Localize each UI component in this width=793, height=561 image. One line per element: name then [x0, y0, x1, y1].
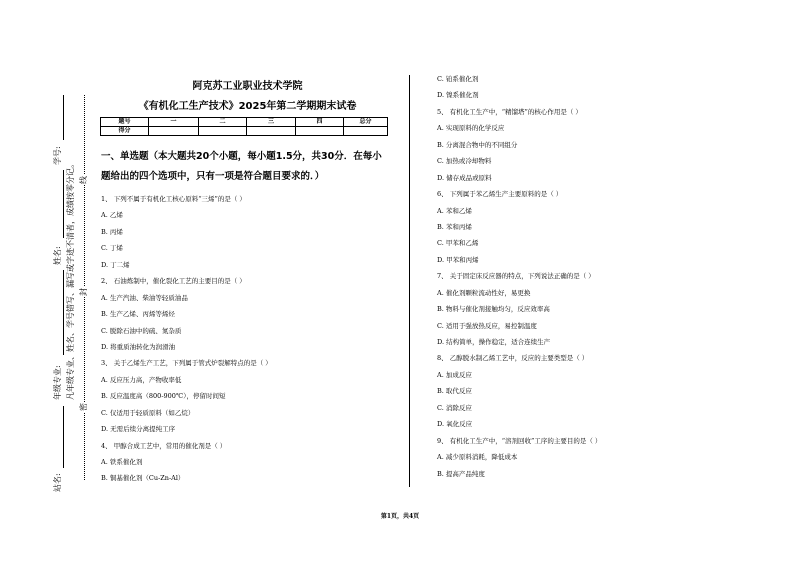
question-stem: 8、 乙醇脱水制乙烯工艺中，反应的主要类型是（ ）: [437, 354, 589, 363]
answer-option: B. 生产乙烯、丙烯等烯烃: [101, 310, 175, 319]
left-question-column: [101, 191, 272, 487]
answer-option: B. 铜基催化剂（Cu-Zn-Al）: [101, 474, 185, 483]
answer-option: D. 镍系催化剂: [437, 91, 479, 100]
answer-option: C. 消除反应: [437, 403, 472, 412]
answer-option: A. 实现原料的化学反应: [437, 124, 505, 133]
answer-option: D. 丁二烯: [101, 260, 130, 269]
answer-option: D. 氧化反应: [437, 420, 473, 429]
score-table-header: [101, 118, 388, 127]
right-question-column: [437, 71, 601, 482]
score-table-row: [101, 127, 388, 136]
field-line-name: [63, 170, 64, 238]
score-cell: [247, 127, 296, 136]
binding-notice: 凡年级专业、姓名、学号错写、漏写或字迹不清者，成绩按零分记。: [66, 160, 75, 400]
field-label-name: 姓名:: [53, 246, 62, 265]
answer-option: A. 催化剂颗粒流动性好，易更换: [437, 288, 531, 297]
question-stem: 5、 有机化工生产中，“精馏塔”的核心作用是（ ）: [437, 107, 582, 116]
answer-option: A. 减少原料消耗，降低成本: [437, 453, 518, 462]
seal-char: 密: [79, 403, 88, 411]
column-divider: [409, 75, 410, 487]
answer-option: B. 丙烯: [101, 227, 123, 236]
score-cell: [344, 127, 388, 136]
school-name: 阿克苏工业职业技术学院: [192, 81, 303, 92]
score-table: [100, 117, 388, 136]
answer-option: A. 加成反应: [437, 370, 472, 379]
answer-option: D. 将重质油转化为润滑油: [101, 342, 176, 351]
question-stem: 6、 下列属于苯乙烯生产主要原料的是（ ）: [437, 190, 563, 199]
answer-option: C. 脱除石油中的硫、氮杂质: [101, 326, 182, 335]
score-cell: [149, 127, 199, 136]
question-stem: 7、 关于固定床反应器的特点，下列说法正确的是（ ）: [437, 272, 595, 281]
answer-option: A. 反应压力高，产物收率低: [101, 375, 182, 384]
question-stem: 1、 下列不属于有机化工核心原料“三烯”的是（ ）: [101, 195, 246, 203]
header-cell: 一: [149, 118, 199, 127]
section-heading: [101, 147, 401, 187]
answer-option: C. 仅适用于轻质原料（如乙烷）: [101, 408, 195, 417]
answer-option: A. 铁系催化剂: [101, 458, 143, 466]
header-cell: 三: [247, 118, 296, 127]
score-cell: [199, 127, 247, 136]
answer-option: A. 乙烯: [101, 211, 123, 220]
field-label-major: 年级专业:: [53, 365, 62, 400]
field-line-student-id: [63, 95, 64, 140]
score-cell: [296, 127, 344, 136]
answer-option: C. 丁烯: [101, 244, 123, 253]
binding-strip: [30, 90, 90, 500]
question-stem: 9、 有机化工生产中，“溶剂回收”工序的主要目的是（ ）: [437, 436, 602, 445]
header-cell: 总分: [344, 118, 388, 127]
answer-option: D. 结构简单，操作稳定，适合连续生产: [437, 338, 551, 346]
question-stem: 2、 石油炼制中，催化裂化工艺的主要目的是（ ）: [101, 277, 246, 286]
answer-option: B. 提高产品纯度: [437, 469, 485, 478]
answer-option: B. 苯和丙烯: [437, 222, 472, 231]
seal-char: 线: [79, 176, 88, 184]
answer-option: B. 分离混合物中的不同组分: [437, 140, 518, 149]
header-cell: 题号: [101, 118, 149, 127]
answer-option: D. 无需后续分离提纯工序: [101, 425, 176, 434]
answer-option: B. 反应温度高（800-900℃），停留时间短: [101, 392, 226, 401]
seal-char: 封: [79, 288, 88, 296]
question-stem: 4、 甲醇合成工艺中，常用的催化剂是（ ）: [101, 441, 227, 450]
answer-option: A. 苯和乙烯: [437, 206, 472, 215]
field-label-student-id: 学号:: [53, 146, 62, 165]
header-cell: 四: [296, 118, 344, 127]
answer-option: B. 物料与催化剂接触均匀，反应效率高: [437, 305, 550, 314]
exam-title: 《有机化工生产技术》2025年第二学期期末试卷: [138, 101, 357, 112]
answer-option: C. 适用于强放热反应，易控制温度: [437, 321, 537, 330]
field-line-major: [63, 270, 64, 355]
row-label: 得分: [101, 127, 149, 136]
section-heading-line: 一、单选题（本大题共20个小题，每小题1.5分，共30分．在每小: [101, 151, 382, 162]
answer-option: C. 加热或冷却物料: [437, 157, 492, 166]
answer-option: C. 甲苯和乙烯: [437, 239, 479, 248]
field-line-station: [63, 406, 64, 468]
field-label-station: 站名:: [53, 473, 62, 492]
answer-option: D. 储存成品或原料: [437, 173, 492, 182]
question-stem: 3、 关于乙烯生产工艺，下列属于管式炉裂解特点的是（ ）: [101, 359, 272, 368]
header-cell: 二: [199, 118, 247, 127]
answer-option: A. 生产汽油、柴油等轻质油品: [101, 293, 188, 302]
page-number: 第1页，共4页: [380, 513, 420, 520]
section-heading-line: 题给出的四个选项中，只有一项是符合题目要求的．）: [101, 171, 325, 182]
answer-option: C. 铂系催化剂: [437, 75, 479, 83]
answer-option: B. 取代反应: [437, 387, 472, 396]
answer-option: D. 甲苯和丙烯: [437, 255, 479, 264]
